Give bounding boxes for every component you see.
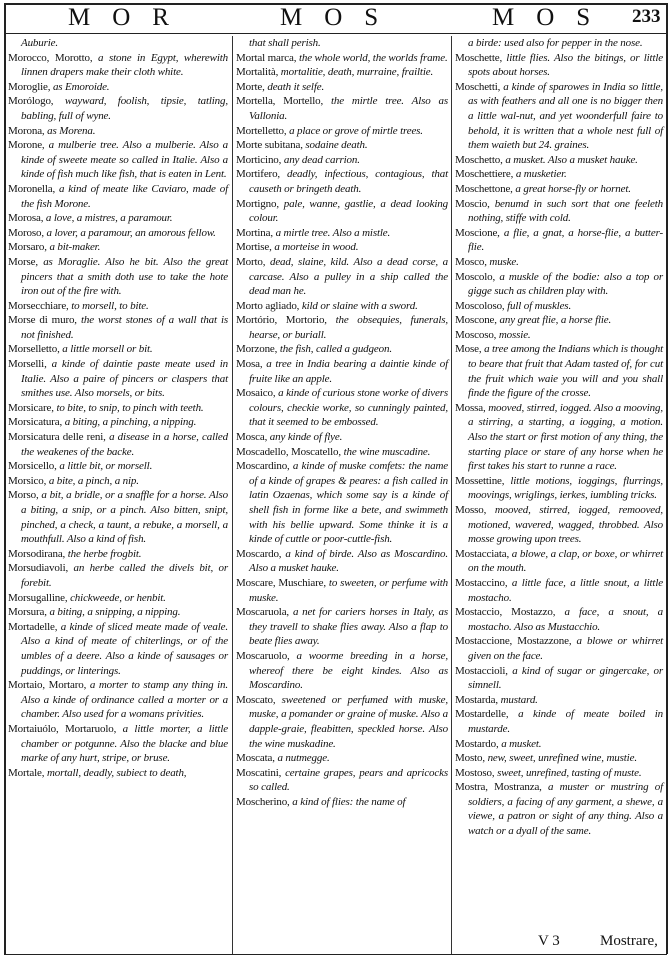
definition: benumd in such sort that one feeleth nothing, stiffe with cold. — [468, 197, 663, 225]
definition: a disease in a horse, called the weakenes of the backe. — [21, 431, 228, 458]
headword: Moscoso, — [455, 328, 497, 341]
definition: pale, wanne, gastlie, a dead looking colour. — [249, 197, 448, 225]
headword: Moscio, — [455, 197, 490, 210]
dictionary-entry — [455, 707, 663, 736]
headword: Moschette, — [455, 51, 503, 64]
headword: Moschettone, — [455, 182, 513, 195]
headword: Mosca, — [236, 431, 268, 444]
dictionary-entry — [236, 430, 448, 445]
definition: a stone in Egypt, wherewith linnen drapers make their cloth white. — [21, 51, 228, 79]
headword: Moscatini, — [236, 766, 282, 779]
definition: the worst stones of a wall that is not finished. — [21, 314, 228, 341]
headword: Mostaccio, Mostazzo, — [455, 606, 556, 619]
headword: Morocco, Morotto, — [8, 51, 93, 64]
definition: a kind of sugar or gingercake, or simnell. — [468, 664, 663, 692]
dictionary-entry — [455, 605, 663, 634]
continuation-text: a birde: used also for pepper in the nose. — [468, 37, 643, 49]
definition: a bit, a bridle, or a snaffle for a horse. Also a biting, a snip, or a pinch. Also bitten, snipt, pinched, a check, a taunt, a rebuke, a morsell, a mouthfull. Also a kind of fish. — [21, 489, 228, 546]
definition: muske. — [489, 255, 519, 268]
dictionary-entry — [8, 678, 228, 722]
headword: Morse, — [8, 255, 38, 268]
headword: Mosa, — [236, 358, 263, 371]
definition: a blowe or whirret given on the face. — [468, 635, 663, 662]
definition: a net for cariers horses in Italy, as they travell to shake flies away. Also a flap to beate flies away. — [249, 606, 448, 648]
dictionary-entry — [8, 459, 228, 474]
definition: mooved, stirred, iogged. Also a mooving, a stirring, a starting, a iogging, a motion. Also the start or first motion of any thing, the starting place or stare of any horse when he first takes his start to runne a race. — [468, 401, 663, 473]
dictionary-entry — [236, 357, 448, 386]
dictionary-entry — [236, 576, 448, 605]
dictionary-entry — [8, 299, 228, 314]
definition: a bit-maker. — [49, 241, 101, 254]
definition: a woorme breeding in a horse, whereof there be eight kindes. Also as Moscardino. — [249, 649, 448, 692]
dictionary-entry — [8, 94, 228, 123]
headword: Morone, — [8, 139, 45, 152]
definition: a mulberie tree. Also a mulberie. Also a kinde of sweete meate so called in Italie. Also a kinde of fish much like fish, that is eaten in Lent. — [21, 139, 228, 181]
definition: chickweede, or henbit. — [70, 591, 166, 604]
headword: Moschetti, — [455, 80, 501, 93]
definition: a biting, a snipping, a nipping. — [49, 606, 181, 619]
dictionary-entry — [236, 153, 448, 168]
headword: Morte subitana, — [236, 139, 303, 152]
headword: Mortaiuólo, Mortaruolo, — [8, 722, 117, 735]
definition: a little morsell or bit. — [62, 343, 153, 356]
headword: Morselletto, — [8, 343, 60, 356]
dictionary-entry — [455, 766, 663, 781]
dictionary-entry — [8, 357, 228, 401]
definition: to morsell, to bite. — [71, 299, 149, 312]
definition: the obsequies, funerals, hearse, or buriall. — [249, 314, 448, 341]
dictionary-entry — [455, 780, 663, 838]
headword: Mostacciata, — [455, 547, 510, 560]
continuation-text: that shall perish. — [249, 37, 321, 49]
headword: Mostardo, — [455, 737, 499, 750]
dictionary-entry — [8, 401, 228, 416]
dictionary-entry — [8, 605, 228, 620]
dictionary-entry — [455, 737, 663, 752]
definition: a kinde of sliced meate made of veale. Also a kind of meate of chiterlings, or of the umbles of a deere. Also a kinde of sausages or puddings, or linterings. — [21, 620, 229, 677]
headword: Mostaccioli, — [455, 664, 508, 677]
headword: Morsaro, — [8, 241, 47, 254]
dictionary-entry — [8, 255, 228, 299]
dictionary-entry — [8, 415, 228, 430]
headword: Morsodirana, — [8, 547, 66, 560]
dictionary-entry — [236, 766, 448, 795]
headword: Moscherino, — [236, 795, 290, 808]
headword: Moscione, — [455, 226, 500, 239]
headword: Moscato, — [236, 693, 276, 706]
headword: Moscadello, Moscatello, — [236, 445, 341, 458]
definition: a biting, a pinching, a nipping. — [64, 416, 197, 429]
definition: death it selfe. — [267, 80, 325, 93]
headword: Mostaccione, Mostazzone, — [455, 635, 572, 648]
headword: Moscare, Muschiare, — [236, 576, 327, 589]
definition: as Emoroide. — [52, 80, 110, 93]
headword: Mortalità, — [236, 66, 279, 79]
definition: a little face, a little snout, a little mostacho. — [468, 576, 663, 604]
dictionary-entry — [8, 138, 228, 182]
definition: a blowe, a clap, or boxe, or whirret on the mouth. — [468, 547, 663, 575]
dictionary-entry — [236, 693, 448, 751]
headword: Morsicatura delle reni, — [8, 431, 106, 444]
headword: Mose, — [455, 343, 482, 356]
column-rule — [232, 36, 233, 954]
dictionary-entry — [8, 766, 228, 781]
definition: as Morena. — [47, 124, 96, 137]
dictionary-entry — [236, 751, 448, 766]
headword: Mortifero, — [236, 168, 281, 181]
dictionary-entry — [455, 664, 663, 693]
headword: Morsicello, — [8, 460, 57, 473]
headword: Moscaruolo, — [236, 649, 290, 662]
dictionary-entry — [8, 547, 228, 562]
definition: a face, a snout, a mostacho. Also as Mustacchio. — [468, 606, 663, 633]
definition: new, sweet, unrefined wine, mustie. — [487, 752, 637, 765]
right-border — [666, 3, 668, 954]
dictionary-entry — [455, 167, 663, 182]
headword: Mostoso, — [455, 766, 495, 779]
definition: the wine muscadine. — [343, 445, 431, 458]
headword: Morsura, — [8, 606, 47, 619]
headword: Morselli, — [8, 358, 47, 371]
definition: to sweeten, or perfume with muske. — [249, 576, 448, 604]
headword: Moscoloso, — [455, 299, 505, 312]
page-number: 233 — [632, 6, 661, 27]
dictionary-entry — [8, 591, 228, 606]
headword: Morto, — [236, 255, 266, 268]
headword: Morosa, — [8, 212, 44, 225]
definition: a muster or mustring of soldiers, a facing of any garment, a shewe, a viewe, a patron or sight of any thing. Also a watch or a dyall of the same. — [468, 781, 663, 838]
headword: Mortal marca, — [236, 51, 297, 64]
headword: Mortório, Mortorio, — [236, 314, 327, 327]
definition: sweet, unrefined, tasting of muste. — [497, 766, 642, 779]
dictionary-entry — [455, 342, 663, 400]
definition: a kinde of meate boiled in mustarde. — [468, 708, 663, 735]
dictionary-entry — [236, 342, 448, 357]
dictionary-entry — [455, 226, 663, 255]
definition: a kind of flies: the name of — [292, 795, 406, 808]
dictionary-entry — [8, 561, 228, 590]
definition: the whole world, the worlds frame. — [298, 51, 448, 64]
dictionary-entry — [236, 240, 448, 255]
dictionary-entry — [455, 401, 663, 474]
dictionary-entry — [236, 299, 448, 314]
headword: Morse di muro, — [8, 314, 77, 327]
dictionary-entry — [236, 255, 448, 299]
dictionary-entry — [8, 240, 228, 255]
dictionary-entry — [236, 94, 448, 123]
definition: full of muskles. — [507, 299, 572, 312]
dictionary-entry — [455, 547, 663, 576]
dictionary-entry — [236, 445, 448, 460]
headword: Morsico, — [8, 474, 47, 487]
headword: Mortise, — [236, 241, 272, 254]
definition: a kinde of curious stone worke of divers colours, checkie worke, so cunningly painted, that it seemed to be embossed. — [249, 387, 448, 429]
definition: an herbe called the divels bit, or forebit. — [21, 562, 228, 589]
definition: mortall, deadly, subiect to death, — [46, 766, 187, 779]
headword: Morsugalline, — [8, 591, 68, 604]
headword: Moscolo, — [455, 270, 496, 283]
headword: Mossettine, — [455, 474, 505, 487]
definition: a bite, a pinch, a nip. — [48, 474, 139, 487]
headword: Morsicare, — [8, 401, 54, 414]
definition: a great horse-fly or hornet. — [515, 182, 631, 195]
headword: Morso, — [8, 489, 39, 502]
definition: the fish, called a gudgeon. — [279, 343, 392, 356]
definition: a lover, a paramour, an amorous fellow. — [46, 226, 216, 239]
definition: little flies. Also the bitings, or little spots about horses. — [468, 51, 663, 79]
definition: wayward, foolish, tipsie, tatling, babling, full of wyne. — [21, 95, 228, 122]
definition: a musket. Also a musket hauke. — [505, 153, 638, 166]
headword: Mosco, — [455, 255, 487, 268]
headword: Mosaico, — [236, 387, 276, 400]
headword: Moroso, — [8, 226, 44, 239]
headword: Moschetto, — [455, 153, 503, 166]
dictionary-entry — [455, 270, 663, 299]
headword: Moschettiere, — [455, 168, 514, 181]
dictionary-entry — [236, 80, 448, 95]
column-2 — [236, 36, 448, 809]
definition: mossie. — [498, 328, 531, 341]
definition: deadly, infectious, contagious, that causeth or bringeth death. — [249, 168, 448, 195]
column-rule — [451, 36, 452, 954]
headword: Mosso, — [455, 504, 487, 516]
dictionary-entry — [455, 693, 663, 708]
definition: any great flie, a horse flie. — [499, 314, 612, 327]
dictionary-entry — [455, 313, 663, 328]
definition: dead, slaine, kild. Also a dead corse, a carcase. Also a pulley in a ship called the dead man he. — [249, 255, 448, 298]
definition: sweetened or perfumed with muske, muske, a pomander or graine of muske. Also a dapple-graie, fleabitten, speckled horse. Also the wine muskadine. — [249, 693, 448, 750]
dictionary-entry — [8, 124, 228, 139]
dictionary-entry — [236, 197, 448, 226]
dictionary-entry — [455, 80, 663, 153]
headword: Morona, — [8, 124, 45, 137]
definition: a place or grove of mirtle trees. — [289, 124, 423, 137]
headword: Mortale, — [8, 766, 45, 779]
headword: Morsudiavoli, — [8, 562, 69, 575]
dictionary-entry — [236, 386, 448, 430]
dictionary-entry — [236, 795, 448, 810]
definition: a kind of birde. Also as Moscardino. Also a musket hauke. — [249, 547, 448, 575]
headword: Mostarda, — [455, 693, 498, 706]
catchword: Mostrare, — [600, 933, 658, 949]
dictionary-entry — [236, 313, 448, 342]
headword: Mortadelle, — [8, 620, 58, 633]
headword: Moronella, — [8, 182, 56, 195]
column-3 — [455, 36, 663, 839]
dictionary-entry — [455, 328, 663, 343]
definition: a musket. — [501, 737, 542, 750]
dictionary-entry — [8, 51, 228, 80]
dictionary-entry — [8, 722, 228, 766]
dictionary-entry — [8, 474, 228, 489]
definition: a musketier. — [515, 168, 567, 181]
dictionary-entry — [236, 226, 448, 241]
definition: a tree among the Indians which is thought to beare that fruit that Adam tasted of, for cut the fruit which waie you will and you shall finde the figure of the crosse. — [468, 343, 663, 400]
headword: Morsecchiare, — [8, 299, 69, 312]
headword: Morzone, — [236, 343, 278, 356]
headword: Mortella, Mortello, — [236, 95, 324, 108]
dictionary-entry — [236, 51, 448, 66]
definition: mooved, stirred, iogged, remooved, motioned, wavered, wagged, throbbed. Also mosse growing upon trees. — [468, 504, 663, 546]
dictionary-entry — [8, 182, 228, 211]
definition: mortalitie, death, murraine, frailtie. — [280, 66, 434, 79]
dictionary-entry — [455, 576, 663, 605]
bottom-border — [4, 954, 667, 955]
dictionary-entry — [8, 313, 228, 342]
definition: any kinde of flye. — [269, 431, 343, 444]
dictionary-entry — [455, 197, 663, 226]
dictionary-entry — [236, 605, 448, 649]
headword: Mosto, — [455, 752, 485, 765]
dictionary-entry — [455, 474, 663, 503]
headword: Mortina, — [236, 226, 273, 239]
header-rule — [4, 33, 667, 34]
definition: a little bit, or morsell. — [59, 460, 153, 473]
dictionary-entry — [455, 503, 663, 547]
definition: a muskle of the bodie: also a top or gigge such as children play with. — [468, 270, 663, 298]
definition: sodaine death. — [305, 139, 368, 152]
definition: a mirtle tree. Also a mistle. — [275, 226, 391, 239]
dictionary-entry — [236, 649, 448, 693]
headword: Mossa, — [455, 401, 486, 414]
running-head-col3: MOS — [492, 4, 613, 31]
definition: as Moraglie. Also he bit. Also the great pincers that a smith doth use to take the hote iron out of the fire with. — [21, 255, 228, 298]
dictionary-entry — [455, 153, 663, 168]
continuation-text: Auburie. — [21, 37, 58, 49]
left-border — [4, 3, 6, 954]
headword: Mostaccino, — [455, 576, 508, 589]
dictionary-entry — [455, 255, 663, 270]
headword: Morsicatura, — [8, 416, 63, 429]
dictionary-entry — [455, 634, 663, 663]
signature-mark: V 3 — [538, 933, 560, 949]
headword: Moscardino, — [236, 460, 290, 473]
headword: Moroglie, — [8, 80, 51, 93]
dictionary-entry — [8, 226, 228, 241]
definition: a love, a mistres, a paramour. — [45, 212, 173, 225]
dictionary-entry — [236, 124, 448, 139]
headword: Moscaruola, — [236, 606, 290, 619]
definition: the herbe frogbit. — [67, 547, 142, 560]
dictionary-entry — [236, 547, 448, 576]
headword: Morticino, — [236, 153, 282, 166]
definition: little motions, ioggings, flurrings, moovings, wriglings, ierkes, iumbling tricks. — [468, 474, 663, 502]
headword: Morto agliado, — [236, 299, 300, 312]
headword: Moscata, — [236, 752, 275, 765]
definition: a flie, a gnat, a horse-flie, a butter-flie. — [468, 226, 663, 254]
definition: certaine grapes, pears and apricocks so called. — [249, 766, 448, 794]
headword: Moscone, — [455, 314, 497, 327]
headword: Moscardo, — [236, 547, 282, 560]
definition: the mirtle tree. Also as Vallonia. — [249, 95, 448, 122]
definition: a kind of meate like Caviaro, made of the fish Morone. — [21, 182, 228, 210]
dictionary-entry — [8, 342, 228, 357]
definition: a kinde of muske comfets: the name of a kinde of grapes & peares: a fish called in latin Ozaenas, which some say is a kinde of shell fish in forme like a bete, and swimmeth with his bellie upward. Some thinke it is a kinde of cuttle or poor-cuttle-fish. — [249, 460, 448, 546]
dictionary-entry — [236, 459, 448, 547]
definition: any dead carrion. — [283, 153, 360, 166]
dictionary-entry — [8, 211, 228, 226]
dictionary-entry — [236, 65, 448, 80]
running-head-col2: MOS — [280, 4, 401, 31]
dictionary-entry — [8, 488, 228, 546]
headword: Mortaio, Mortaro, — [8, 679, 87, 692]
definition: a little morter, a little chamber or potgunne. Also the blacke and blue marke of any hurt, stripe, or bruse. — [21, 722, 228, 765]
headword: Mostra, Mostranza, — [455, 781, 542, 794]
column-1 — [8, 36, 228, 780]
definition: a tree in India bearing a daintie kinde of fruite like an apple. — [249, 358, 448, 385]
definition: a kinde of sparowes in India so little, as with feathers and all one is no bigger then a little wal-nut, and yet woonderfull faire to behold, it is written that a whole nest full of them waieth but 24. graines. — [468, 80, 663, 152]
headword: Mostardelle, — [455, 708, 509, 721]
definition: to bite, to snip, to pinch with teeth. — [56, 401, 204, 414]
headword: Morólogo, — [8, 95, 54, 108]
headword: Morte, — [236, 80, 265, 93]
definition: a nutmegge. — [277, 752, 330, 765]
headword: Mortelletto, — [236, 124, 287, 137]
definition: kild or slaine with a sword. — [301, 299, 418, 312]
dictionary-entry — [8, 80, 228, 95]
dictionary-entry — [8, 430, 228, 459]
definition: a morter to stamp any thing in. Also a kinde of ordinance called a morter or a chamber. Also used for a womans privities. — [21, 679, 228, 721]
running-head-col1: MOR — [68, 4, 191, 31]
dictionary-entry — [455, 182, 663, 197]
dictionary-entry — [455, 299, 663, 314]
dictionary-entry — [8, 620, 228, 678]
dictionary-entry — [236, 138, 448, 153]
definition: mustard. — [500, 693, 538, 706]
definition: a kinde of daintie paste meate used in Italie. Also a paire of pincers or claspers that smithes use. Also morsels, or bits. — [21, 358, 228, 400]
dictionary-entry — [455, 751, 663, 766]
dictionary-entry — [455, 51, 663, 80]
dictionary-entry — [236, 167, 448, 196]
definition: a morteise in wood. — [274, 241, 359, 254]
headword: Mortigno, — [236, 197, 279, 210]
